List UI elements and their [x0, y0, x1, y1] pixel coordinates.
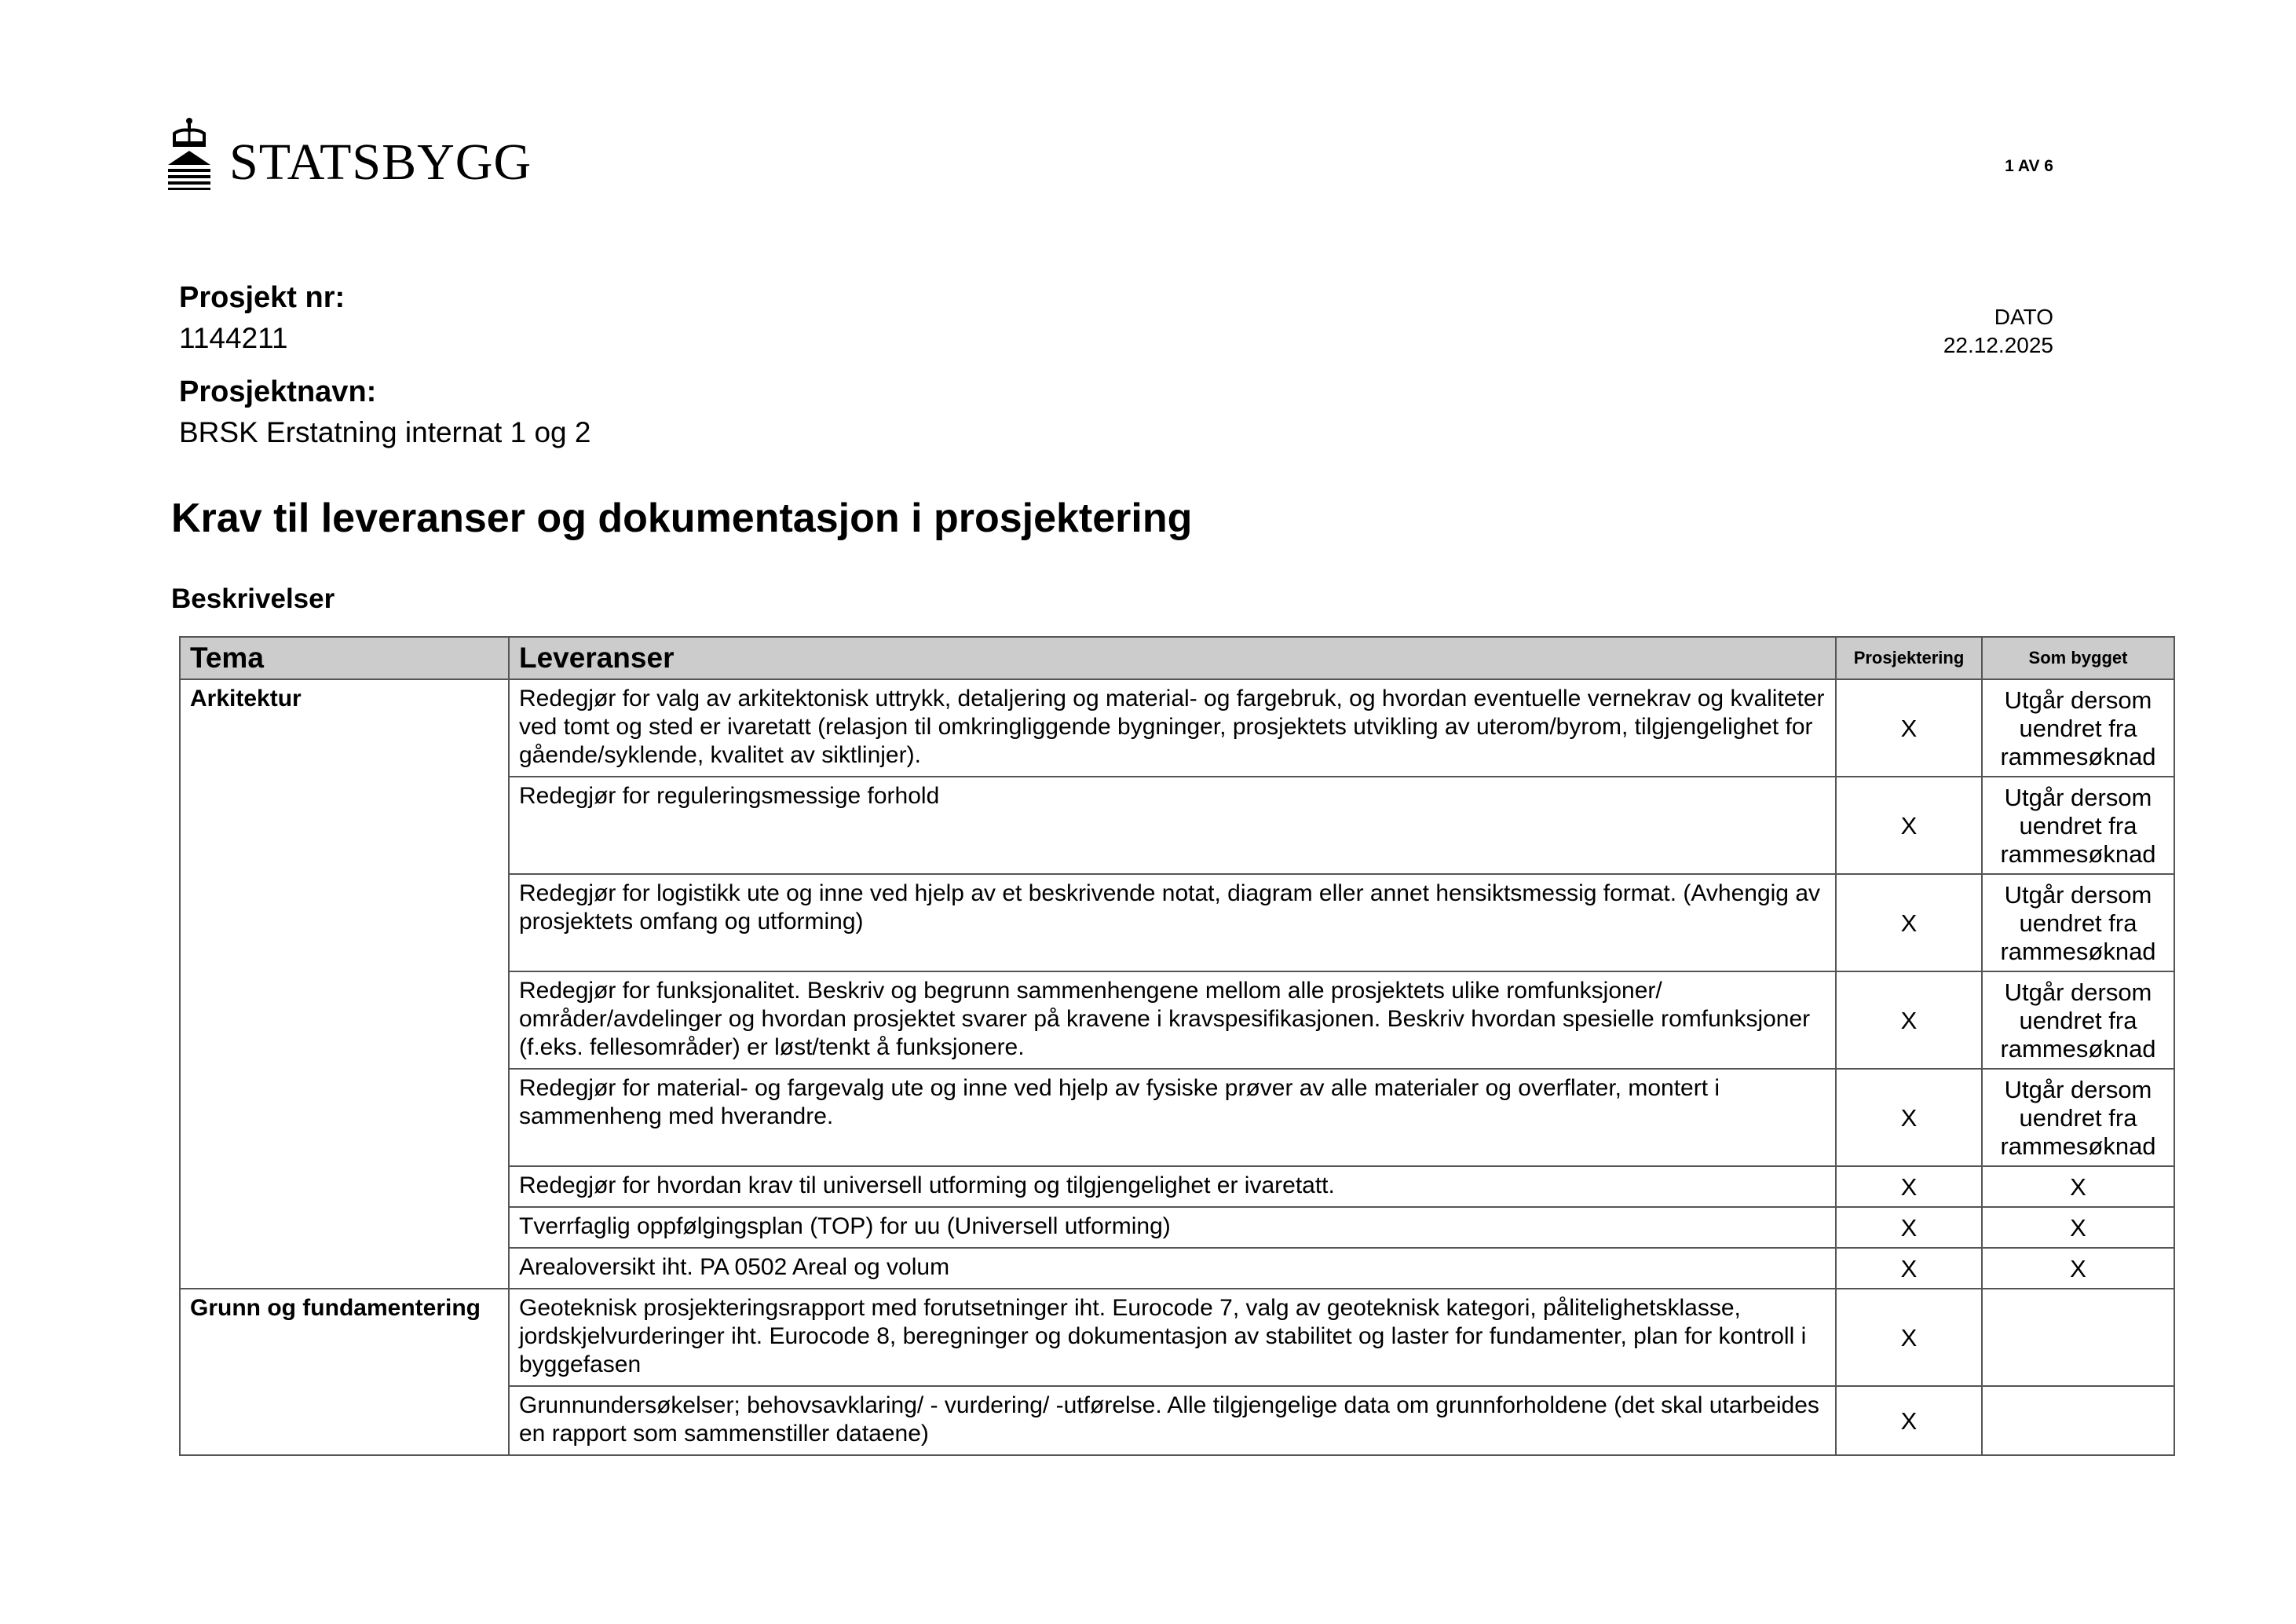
som-bygget-cell: Utgår dersom uendret fra rammesøknad: [1982, 679, 2174, 777]
som-bygget-cell: Utgår dersom uendret fra rammesøknad: [1982, 777, 2174, 874]
som-bygget-cell: [1982, 1386, 2174, 1455]
leveranse-cell: Redegjør for valg av arkitektonisk uttrykk, detaljering og material- og fargebruk, og hvordan eventuelle vernekrav og kvaliteter ved tomt og sted er ivaretatt (relasjon til omkringliggende bygninger, prosjektets utvikling av uterom/byrom, tilgjengelighet for gående/syklende, kvalitet av siktlinjer).: [509, 679, 1836, 777]
prosjektering-cell: X: [1836, 971, 1982, 1069]
logo-wordmark: STATSBYGG: [229, 134, 532, 191]
tema-cell: Grunn og fundamentering: [180, 1289, 509, 1455]
som-bygget-cell: Utgår dersom uendret fra rammesøknad: [1982, 874, 2174, 971]
table-header-row: [180, 637, 2174, 679]
leveranse-cell: Grunnundersøkelser; behovsavklaring/ - vurdering/ -utførelse. Alle tilgjengelige data om grunnforholdene (det skal utarbeides en rapport som sammenstiller dataene): [509, 1386, 1836, 1455]
leveranse-cell: Arealoversikt iht. PA 0502 Areal og volum: [509, 1248, 1836, 1289]
som-bygget-cell: Utgår dersom uendret fra rammesøknad: [1982, 971, 2174, 1069]
page-indicator: 1 AV 6: [2005, 157, 2053, 175]
project-number-label: Prosjekt nr:: [179, 281, 345, 314]
prosjektering-cell: X: [1836, 1248, 1982, 1289]
project-name-value: BRSK Erstatning internat 1 og 2: [179, 416, 591, 448]
som-bygget-cell: [1982, 1289, 2174, 1386]
document-title: Krav til leveranser og dokumentasjon i prosjektering: [171, 496, 1193, 541]
leveranse-cell: Redegjør for reguleringsmessige forhold: [509, 777, 1836, 874]
som-bygget-cell: X: [1982, 1248, 2174, 1289]
tema-cell: Arkitektur: [180, 679, 509, 1289]
som-bygget-cell: X: [1982, 1207, 2174, 1248]
project-number-value: 1144211: [179, 322, 288, 354]
prosjektering-cell: X: [1836, 1289, 1982, 1386]
leveranse-cell: Geoteknisk prosjekteringsrapport med forutsetninger iht. Eurocode 7, valg av geoteknisk kategori, pålitelighetsklasse, jordskjelvurderinger iht. Eurocode 8, beregninger og dokumentasjon av stabilitet og laster for fundamenter, plan for kontroll i byggefasen: [509, 1289, 1836, 1386]
header-tema: Tema: [180, 637, 509, 679]
leveranse-cell: Tverrfaglig oppfølgingsplan (TOP) for uu (Universell utforming): [509, 1207, 1836, 1248]
table-row: [180, 1289, 2174, 1386]
leveranse-cell: Redegjør for material- og fargevalg ute og inne ved hjelp av fysiske prøver av alle materialer og overflater, montert i sammenheng med hverandre.: [509, 1069, 1836, 1166]
section-heading: Beskrivelser: [171, 583, 335, 614]
date-value: 22.12.2025: [1943, 333, 2053, 357]
prosjektering-cell: X: [1836, 1069, 1982, 1166]
header-som-bygget: Som bygget: [1982, 637, 2174, 679]
leveranse-cell: Redegjør for hvordan krav til universell utforming og tilgjengelighet er ivaretatt.: [509, 1166, 1836, 1207]
header-leveranser: Leveranser: [509, 637, 1836, 679]
prosjektering-cell: X: [1836, 1207, 1982, 1248]
date-label: DATO: [1994, 305, 2053, 329]
table-row: [180, 679, 2174, 777]
leveranse-cell: Redegjør for logistikk ute og inne ved hjelp av et beskrivende notat, diagram eller annet hensiktsmessig format. (Avhengig av prosjektets omfang og utforming): [509, 874, 1836, 971]
crown-emblem-icon: [166, 116, 212, 190]
requirements-table: [179, 636, 2175, 1456]
prosjektering-cell: X: [1836, 1166, 1982, 1207]
prosjektering-cell: X: [1836, 1386, 1982, 1455]
header-prosjektering: Prosjektering: [1836, 637, 1982, 679]
som-bygget-cell: X: [1982, 1166, 2174, 1207]
leveranse-cell: Redegjør for funksjonalitet. Beskriv og begrunn sammenhengene mellom alle prosjektets ulike romfunksjoner/ områder/avdelinger og hvordan prosjektet svarer på kravene i kravspesifikasjonen. Beskriv hvordan spesielle romfunksjoner (f.eks. fellesområder) er løst/tenkt å funksjonere.: [509, 971, 1836, 1069]
som-bygget-cell: Utgår dersom uendret fra rammesøknad: [1982, 1069, 2174, 1166]
prosjektering-cell: X: [1836, 874, 1982, 971]
prosjektering-cell: X: [1836, 777, 1982, 874]
prosjektering-cell: X: [1836, 679, 1982, 777]
project-name-label: Prosjektnavn:: [179, 375, 377, 408]
statsbygg-logo: [166, 116, 532, 190]
